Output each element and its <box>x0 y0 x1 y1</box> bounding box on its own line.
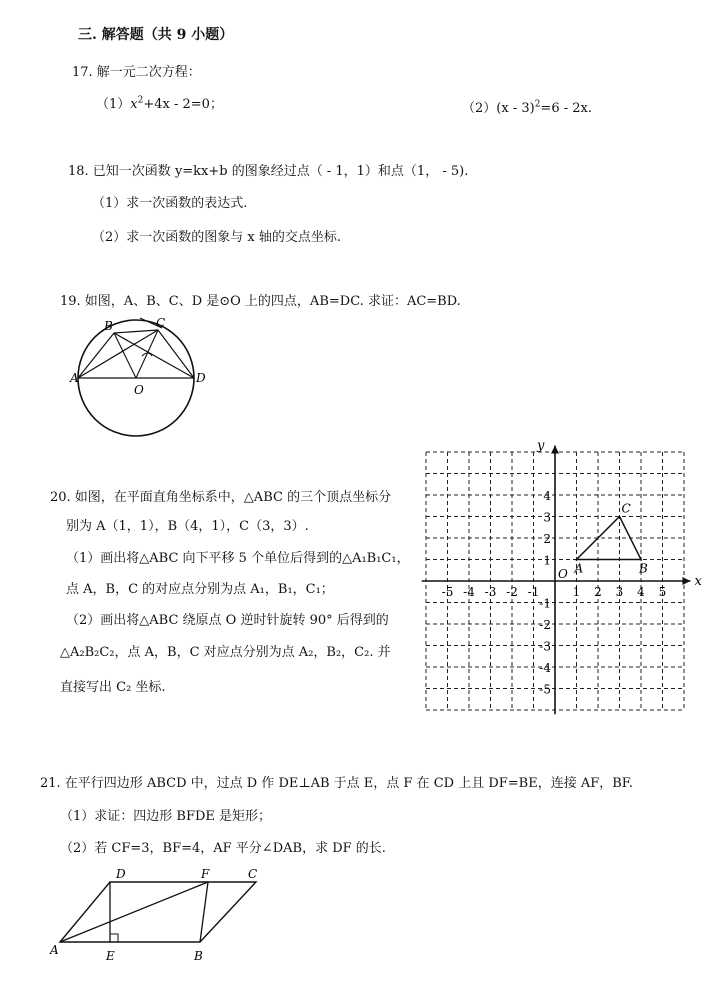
q17-part2-rest: =6 - 2x. <box>540 101 592 116</box>
y-tick-label: 2 <box>543 532 551 546</box>
q19-label-D: D <box>196 371 206 385</box>
q17-part1-sup: 2 <box>137 95 144 106</box>
q20-line1: 20. 如图，在平面直角坐标系中，△ABC 的三个顶点坐标分 <box>50 490 392 505</box>
q17-part1-lhs: x <box>130 97 138 112</box>
q19-line-AC <box>78 330 158 378</box>
y-axis-arrow <box>551 446 559 454</box>
x-tick-label: -4 <box>463 585 475 599</box>
x-tick-label: -3 <box>484 585 497 599</box>
q21-label-F: F <box>201 867 210 881</box>
q19-label-B: B <box>104 319 113 333</box>
q21-label-A: A <box>50 943 59 957</box>
q19-line-BC <box>114 330 158 333</box>
q17-part1-rest: +4x - 2=0； <box>143 97 223 112</box>
y-tick-label: -5 <box>539 682 551 697</box>
q21-part2: （2）若 CF=3，BF=4，AF 平分∠DAB，求 DF 的长. <box>60 841 386 856</box>
y-tick-label: -1 <box>539 596 551 611</box>
x-tick-label: -5 <box>441 585 454 599</box>
point-label-A: A <box>574 561 584 576</box>
q21-line-BF <box>200 882 208 942</box>
x-tick-label: 5 <box>658 585 667 599</box>
q17-part1 <box>96 93 223 112</box>
x-tick-label: 2 <box>594 585 602 599</box>
q20-line7: 直接写出 C₂ 坐标. <box>60 680 166 695</box>
y-tick-label: -3 <box>539 639 551 654</box>
x-tick-label: 1 <box>572 585 581 599</box>
q20-origin-label: O <box>558 567 568 581</box>
q17-part2 <box>462 97 592 116</box>
q20-x-axis-label: x <box>694 574 702 589</box>
q18-stem: 18. 已知一次函数 y=kx+b 的图象经过点（ - 1，1）和点（1， - 5). <box>68 164 469 179</box>
q19-label-C: C <box>156 316 166 330</box>
q17-stem: 17. 解一元二次方程： <box>72 65 201 80</box>
q17-part1-label: （1） <box>96 97 131 112</box>
q21-parallelogram-figure <box>48 862 278 967</box>
q21-label-C: C <box>248 867 258 881</box>
q21-label-E: E <box>106 949 115 963</box>
q21-right-angle-mark <box>110 934 118 942</box>
q19-circle-figure <box>70 318 205 443</box>
section-title: 三. 解答题（共 9 小题） <box>78 27 234 43</box>
q19-label-O: O <box>134 383 144 397</box>
q20-line6: △A₂B₂C₂，点 A，B，C 对应点分别为点 A₂，B₂，C₂. 并 <box>60 645 391 660</box>
x-tick-label: 3 <box>615 585 624 599</box>
y-tick-label: -4 <box>539 661 551 675</box>
q18-part1: （1）求一次函数的表达式. <box>92 196 248 211</box>
q20-line3: （1）画出将△ABC 向下平移 5 个单位后得到的△A₁B₁C₁， <box>66 551 410 566</box>
q20-y-axis-label: y <box>537 438 545 454</box>
q21-label-B: B <box>194 949 203 963</box>
q17-part2-lhs: (x - 3) <box>496 101 535 116</box>
q18-part2: （2）求一次函数的图象与 x 轴的交点坐标. <box>92 230 341 245</box>
q20-line2: 别为 A（1，1），B（4，1），C（3，3）. <box>66 519 309 534</box>
q20-axes <box>422 446 691 715</box>
q20-coordinate-grid <box>425 438 715 730</box>
y-tick-label: 1 <box>543 553 551 568</box>
q19-stem: 19. 如图，A、B、C、D 是⊙O 上的四点，AB=DC. 求证：AC=BD. <box>60 294 461 309</box>
q19-label-A: A <box>70 371 79 385</box>
q20-line4: 点 A，B，C 的对应点分别为点 A₁，B₁，C₁； <box>66 582 334 597</box>
x-tick-label: -1 <box>527 585 540 599</box>
q20-tick-labels <box>442 489 667 697</box>
q17-part2-label: （2） <box>462 101 497 116</box>
point-label-B: B <box>639 561 648 576</box>
y-tick-label: -2 <box>539 618 551 632</box>
x-axis-arrow <box>682 577 690 585</box>
y-tick-label: 4 <box>543 489 551 503</box>
q21-parallelogram-ABCD <box>60 882 256 942</box>
q21-part1: （1）求证：四边形 BFDE 是矩形； <box>60 809 272 824</box>
q20-line5: （2）画出将△ABC 绕原点 O 逆时针旋转 90° 后得到的 <box>66 613 389 628</box>
q21-stem: 21. 在平行四边形 ABCD 中，过点 D 作 DE⊥AB 于点 E，点 F 在 CD 上且 DF=BE，连接 AF，BF. <box>40 776 633 791</box>
x-tick-label: -2 <box>506 585 518 599</box>
q21-line-AF <box>60 882 208 942</box>
x-tick-label: 4 <box>637 585 645 599</box>
q21-label-D: D <box>116 867 126 881</box>
y-tick-label: 3 <box>543 510 551 525</box>
q17-part2-sup: 2 <box>534 99 541 110</box>
point-label-C: C <box>621 501 631 516</box>
